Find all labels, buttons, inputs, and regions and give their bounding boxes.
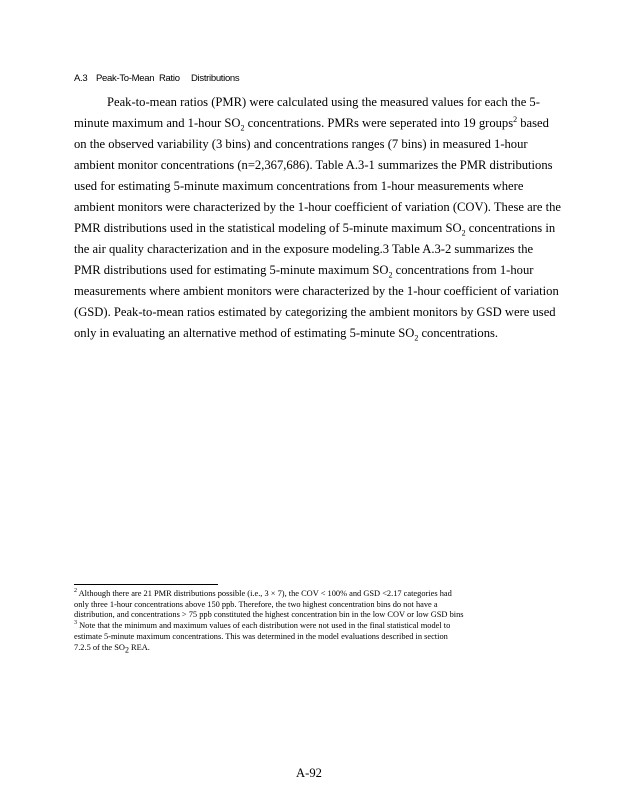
footnote-2-line: $^2$ Although there are 21 PMR distributions possible (i.e., 3 × 7), the COV < 100% and GSD <2.17 categories had xyxy=(74,588,452,598)
paragraph-line: used for estimating 5-minute maximum concentrations from 1-hour measurements where xyxy=(74,179,524,193)
paragraph-line: ambient monitors were characterized by the 1-hour coefficient of variation (COV). These are the xyxy=(74,200,561,214)
paragraph-line: on the observed variability (3 bins) and concentrations ranges (7 bins) in measured 1-hour xyxy=(74,137,528,151)
footnote-2-marker: 2 xyxy=(74,588,77,595)
paragraph-line: PMR distributions used in the statistical modeling of 5-minute maximum $SO_2$ concentrations in xyxy=(74,221,556,238)
footnote-ref-3: 3 xyxy=(382,242,390,256)
paragraph-line: PMR distributions used for estimating 5-minute maximum $SO_2$ concentrations from 1-hour xyxy=(74,263,534,280)
section-number: A.3 xyxy=(74,73,88,84)
body-paragraph xyxy=(74,92,564,344)
section-title-part2: Ratio xyxy=(159,73,180,84)
footnote-3-line: estimate 5-minute maximum concentrations. This was determined in the model evaluations described in section xyxy=(74,631,448,641)
section-heading xyxy=(74,73,239,84)
footnote-3-marker: 3 xyxy=(74,620,77,627)
footnotes xyxy=(74,589,554,653)
paragraph-line: minute maximum and 1-hour $SO_2$ concentrations. PMRs were seperated into 19 groups$^2$ based xyxy=(74,114,549,133)
footnote-3-line: 7.2.5 of the $SO_2$ REA. xyxy=(74,642,150,655)
paragraph-line: measurements where ambient monitors were characterized by the 1-hour coefficient of variation xyxy=(74,284,559,298)
page-number: A-92 xyxy=(296,766,322,780)
footnote-2-line: distribution, and concentrations > 75 ppb constituted the highest concentration bin in the low COV or low GSD bins xyxy=(74,610,464,620)
footnote-divider xyxy=(74,584,218,585)
footnote-3-line: $^3$ Note that the minimum and maximum values of each distribution were not used in the final statistical model to xyxy=(74,620,451,631)
footnote-2-line: only three 1-hour concentrations above 150 ppb. Therefore, the two highest concentration bins do not have a xyxy=(74,599,438,609)
paragraph-line: Peak-to-mean ratios (PMR) were calculated using the measured values for each the 5- xyxy=(107,95,540,109)
footnote-ref-2: 2 xyxy=(513,114,518,124)
section-title-part3: Distributions xyxy=(191,73,240,84)
paragraph-line: the air quality characterization and in the exposure modeling.3 Table A.3-2 summarizes the xyxy=(74,242,534,256)
paragraph-line: ambient monitor concentrations (n=2,367,686). Table A.3-1 summarizes the PMR distributions xyxy=(74,158,553,172)
section-title-part1: Peak-To-Mean xyxy=(96,73,155,84)
paragraph-line: only in evaluating an alternative method of estimating 5-minute $SO_2$ concentrations. xyxy=(74,326,499,343)
paragraph-line: (GSD). Peak-to-mean ratios estimated by categorizing the ambient monitors by GSD were used xyxy=(74,305,556,319)
